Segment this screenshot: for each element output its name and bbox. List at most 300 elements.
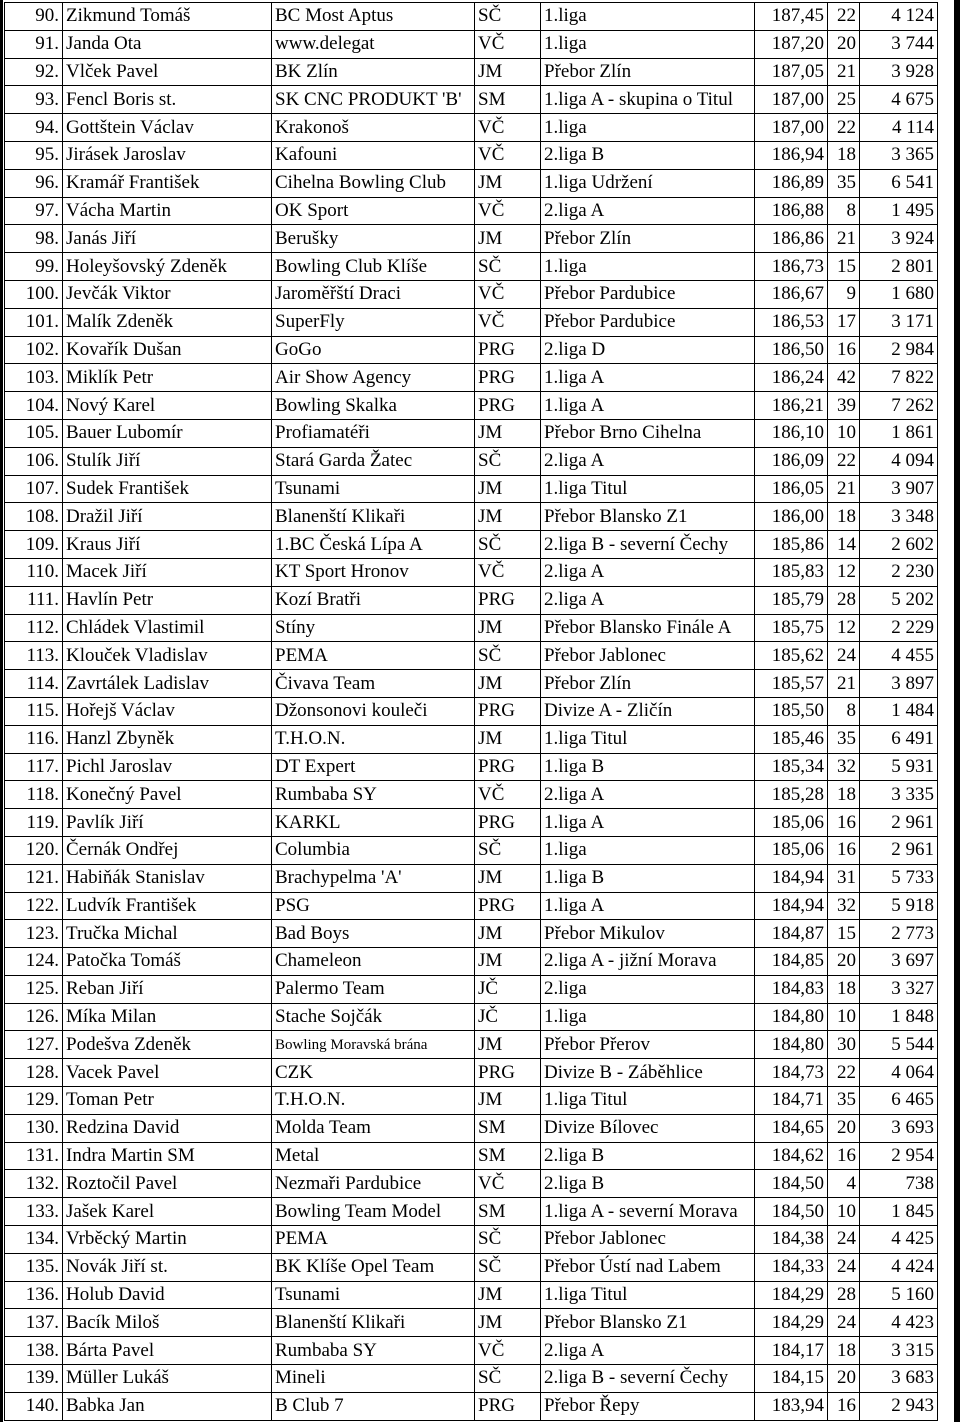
player-name-cell: Podešva Zdeněk [63, 1031, 272, 1059]
games-cell: 24 [828, 1253, 860, 1281]
table-row [5, 419, 938, 447]
region-cell: JM [475, 475, 541, 503]
club-cell: Tsunami [272, 475, 475, 503]
region-cell: SČ [475, 447, 541, 475]
pins-cell: 5 160 [860, 1281, 938, 1309]
region-cell: VČ [475, 114, 541, 142]
league-cell: Přebor Blansko Z1 [541, 1309, 755, 1337]
page-edge-left [0, 0, 3, 1422]
average-cell: 184,71 [755, 1087, 828, 1115]
games-cell: 15 [828, 920, 860, 948]
table-row [5, 308, 938, 336]
region-cell: VČ [475, 280, 541, 308]
region-cell: PRG [475, 336, 541, 364]
table-row [5, 336, 938, 364]
league-cell: 1.liga [541, 114, 755, 142]
average-cell: 187,00 [755, 86, 828, 114]
pins-cell: 4 124 [860, 3, 938, 31]
league-cell: 1.liga A [541, 364, 755, 392]
pins-cell: 6 465 [860, 1087, 938, 1115]
region-cell: VČ [475, 1337, 541, 1365]
league-cell: Přebor Brno Cihelna [541, 419, 755, 447]
league-cell: 2.liga B - severní Čechy [541, 531, 755, 559]
player-name-cell: Vácha Martin [63, 197, 272, 225]
games-cell: 18 [828, 975, 860, 1003]
rank-cell: 139. [5, 1365, 63, 1393]
club-cell: BK Klíše Opel Team [272, 1253, 475, 1281]
league-cell: 2.liga A [541, 197, 755, 225]
club-cell: BC Most Aptus [272, 3, 475, 31]
table-row [5, 614, 938, 642]
table-row [5, 475, 938, 503]
pins-cell: 4 094 [860, 447, 938, 475]
table-row [5, 1087, 938, 1115]
pins-cell: 7 262 [860, 392, 938, 420]
games-cell: 18 [828, 141, 860, 169]
table-row [5, 1142, 938, 1170]
games-cell: 8 [828, 197, 860, 225]
games-cell: 42 [828, 364, 860, 392]
club-cell: SK CNC PRODUKT 'B' [272, 86, 475, 114]
rank-cell: 133. [5, 1198, 63, 1226]
player-name-cell: Holub David [63, 1281, 272, 1309]
page-edge-right [954, 0, 960, 1422]
table-row [5, 169, 938, 197]
league-cell: 2.liga A [541, 586, 755, 614]
average-cell: 184,83 [755, 975, 828, 1003]
pins-cell: 2 961 [860, 836, 938, 864]
table-row [5, 1114, 938, 1142]
league-cell: 1.liga A [541, 892, 755, 920]
games-cell: 16 [828, 1142, 860, 1170]
average-cell: 186,89 [755, 169, 828, 197]
average-cell: 183,94 [755, 1392, 828, 1420]
games-cell: 18 [828, 1337, 860, 1365]
club-cell: SuperFly [272, 308, 475, 336]
league-cell: 1.liga A - severní Morava [541, 1198, 755, 1226]
region-cell: JČ [475, 1003, 541, 1031]
league-cell: 2.liga A [541, 781, 755, 809]
games-cell: 22 [828, 1059, 860, 1087]
rank-cell: 96. [5, 169, 63, 197]
pins-cell: 3 327 [860, 975, 938, 1003]
average-cell: 185,86 [755, 531, 828, 559]
league-cell: 1.liga A [541, 809, 755, 837]
player-name-cell: Vlček Pavel [63, 58, 272, 86]
region-cell: JČ [475, 975, 541, 1003]
average-cell: 185,57 [755, 670, 828, 698]
games-cell: 35 [828, 169, 860, 197]
pins-cell: 4 064 [860, 1059, 938, 1087]
player-name-cell: Müller Lukáš [63, 1365, 272, 1393]
league-cell: Přebor Zlín [541, 58, 755, 86]
table-row [5, 1003, 938, 1031]
region-cell: VČ [475, 1170, 541, 1198]
player-name-cell: Nový Karel [63, 392, 272, 420]
league-cell: 2.liga B [541, 141, 755, 169]
region-cell: PRG [475, 1059, 541, 1087]
average-cell: 186,50 [755, 336, 828, 364]
average-cell: 186,09 [755, 447, 828, 475]
average-cell: 187,45 [755, 3, 828, 31]
player-name-cell: Sudek František [63, 475, 272, 503]
average-cell: 185,62 [755, 642, 828, 670]
player-name-cell: Hořejš Václav [63, 697, 272, 725]
region-cell: PRG [475, 1392, 541, 1420]
club-cell: Stíny [272, 614, 475, 642]
average-cell: 184,94 [755, 892, 828, 920]
pins-cell: 7 822 [860, 364, 938, 392]
average-cell: 186,00 [755, 503, 828, 531]
club-cell: Rumbaba SY [272, 781, 475, 809]
pins-cell: 4 675 [860, 86, 938, 114]
region-cell: PRG [475, 753, 541, 781]
games-cell: 21 [828, 58, 860, 86]
games-cell: 10 [828, 1003, 860, 1031]
club-cell: Palermo Team [272, 975, 475, 1003]
region-cell: JM [475, 419, 541, 447]
table-row [5, 725, 938, 753]
table-row [5, 141, 938, 169]
pins-cell: 3 348 [860, 503, 938, 531]
games-cell: 21 [828, 670, 860, 698]
pins-cell: 4 423 [860, 1309, 938, 1337]
rank-cell: 122. [5, 892, 63, 920]
games-cell: 9 [828, 280, 860, 308]
player-name-cell: Babka Jan [63, 1392, 272, 1420]
club-cell: Stache Sojčák [272, 1003, 475, 1031]
region-cell: SČ [475, 836, 541, 864]
league-cell: 1.liga B [541, 864, 755, 892]
region-cell: JM [475, 1087, 541, 1115]
table-row [5, 364, 938, 392]
region-cell: SČ [475, 3, 541, 31]
league-cell: 1.liga Udržení [541, 169, 755, 197]
league-cell: 1.liga Titul [541, 1281, 755, 1309]
league-cell: 2.liga A [541, 558, 755, 586]
region-cell: VČ [475, 558, 541, 586]
club-cell: Brachypelma 'A' [272, 864, 475, 892]
region-cell: SM [475, 1114, 541, 1142]
player-name-cell: Ludvík František [63, 892, 272, 920]
rank-cell: 115. [5, 697, 63, 725]
league-cell: Divize A - Zličín [541, 697, 755, 725]
club-cell: Mineli [272, 1365, 475, 1393]
player-name-cell: Holeyšovský Zdeněk [63, 253, 272, 281]
average-cell: 186,67 [755, 280, 828, 308]
league-cell: Přebor Řepy [541, 1392, 755, 1420]
pins-cell: 2 984 [860, 336, 938, 364]
table-row [5, 642, 938, 670]
league-cell: Přebor Pardubice [541, 280, 755, 308]
league-cell: 1.liga B [541, 753, 755, 781]
rank-cell: 117. [5, 753, 63, 781]
games-cell: 16 [828, 836, 860, 864]
region-cell: PRG [475, 392, 541, 420]
league-cell: 1.liga Titul [541, 725, 755, 753]
pins-cell: 2 602 [860, 531, 938, 559]
club-cell: PSG [272, 892, 475, 920]
average-cell: 185,34 [755, 753, 828, 781]
games-cell: 39 [828, 392, 860, 420]
league-cell: Přebor Jablonec [541, 1226, 755, 1254]
club-cell: Kozí Bratři [272, 586, 475, 614]
region-cell: JM [475, 169, 541, 197]
pins-cell: 3 744 [860, 30, 938, 58]
league-cell: 1.liga Titul [541, 1087, 755, 1115]
table-row [5, 697, 938, 725]
player-name-cell: Macek Jiří [63, 558, 272, 586]
pins-cell: 5 202 [860, 586, 938, 614]
average-cell: 187,00 [755, 114, 828, 142]
average-cell: 186,94 [755, 141, 828, 169]
region-cell: VČ [475, 30, 541, 58]
rank-cell: 99. [5, 253, 63, 281]
average-cell: 185,75 [755, 614, 828, 642]
games-cell: 31 [828, 864, 860, 892]
rank-cell: 113. [5, 642, 63, 670]
club-cell: Bowling Skalka [272, 392, 475, 420]
player-name-cell: Stulík Jiří [63, 447, 272, 475]
games-cell: 35 [828, 1087, 860, 1115]
player-name-cell: Toman Petr [63, 1087, 272, 1115]
club-cell: Džonsonovi kouleči [272, 697, 475, 725]
table-row [5, 781, 938, 809]
games-cell: 24 [828, 642, 860, 670]
region-cell: VČ [475, 781, 541, 809]
player-name-cell: Havlín Petr [63, 586, 272, 614]
rank-cell: 138. [5, 1337, 63, 1365]
average-cell: 185,83 [755, 558, 828, 586]
region-cell: JM [475, 503, 541, 531]
pins-cell: 2 954 [860, 1142, 938, 1170]
games-cell: 22 [828, 447, 860, 475]
club-cell: Jaroměřští Draci [272, 280, 475, 308]
league-cell: Přebor Pardubice [541, 308, 755, 336]
average-cell: 186,24 [755, 364, 828, 392]
club-cell: Air Show Agency [272, 364, 475, 392]
player-name-cell: Malík Zdeněk [63, 308, 272, 336]
table-row [5, 3, 938, 31]
pins-cell: 5 544 [860, 1031, 938, 1059]
player-name-cell: Bárta Pavel [63, 1337, 272, 1365]
player-name-cell: Jašek Karel [63, 1198, 272, 1226]
club-cell: www.delegat [272, 30, 475, 58]
table-row [5, 447, 938, 475]
region-cell: SČ [475, 253, 541, 281]
region-cell: SČ [475, 1253, 541, 1281]
player-name-cell: Míka Milan [63, 1003, 272, 1031]
table-row [5, 58, 938, 86]
rank-cell: 137. [5, 1309, 63, 1337]
club-cell: B Club 7 [272, 1392, 475, 1420]
pins-cell: 4 114 [860, 114, 938, 142]
table-row [5, 948, 938, 976]
games-cell: 16 [828, 809, 860, 837]
average-cell: 187,05 [755, 58, 828, 86]
table-row [5, 1198, 938, 1226]
player-name-cell: Chládek Vlastimil [63, 614, 272, 642]
rank-cell: 120. [5, 836, 63, 864]
rank-cell: 106. [5, 447, 63, 475]
league-cell: Přebor Zlín [541, 225, 755, 253]
club-cell: BK Zlín [272, 58, 475, 86]
rank-cell: 100. [5, 280, 63, 308]
games-cell: 21 [828, 475, 860, 503]
average-cell: 184,85 [755, 948, 828, 976]
player-name-cell: Kovařík Dušan [63, 336, 272, 364]
rank-cell: 121. [5, 864, 63, 892]
club-cell: Bowling Club Klíše [272, 253, 475, 281]
club-cell: Bowling Team Model [272, 1198, 475, 1226]
club-cell: Rumbaba SY [272, 1337, 475, 1365]
region-cell: JM [475, 864, 541, 892]
pins-cell: 6 541 [860, 169, 938, 197]
region-cell: JM [475, 948, 541, 976]
pins-cell: 2 773 [860, 920, 938, 948]
player-name-cell: Patočka Tomáš [63, 948, 272, 976]
average-cell: 185,06 [755, 809, 828, 837]
player-name-cell: Černák Ondřej [63, 836, 272, 864]
games-cell: 35 [828, 725, 860, 753]
club-cell: Berušky [272, 225, 475, 253]
rank-cell: 124. [5, 948, 63, 976]
table-row [5, 225, 938, 253]
club-cell: T.H.O.N. [272, 1087, 475, 1115]
club-cell: 1.BC Česká Lípa A [272, 531, 475, 559]
league-cell: 1.liga [541, 1003, 755, 1031]
games-cell: 18 [828, 781, 860, 809]
games-cell: 4 [828, 1170, 860, 1198]
rank-cell: 125. [5, 975, 63, 1003]
rank-cell: 94. [5, 114, 63, 142]
club-cell: GoGo [272, 336, 475, 364]
pins-cell: 5 931 [860, 753, 938, 781]
rank-cell: 118. [5, 781, 63, 809]
table-row [5, 503, 938, 531]
league-cell: Přebor Blansko Finále A [541, 614, 755, 642]
average-cell: 184,38 [755, 1226, 828, 1254]
pins-cell: 3 928 [860, 58, 938, 86]
player-name-cell: Fencl Boris st. [63, 86, 272, 114]
club-cell: Tsunami [272, 1281, 475, 1309]
pins-cell: 6 491 [860, 725, 938, 753]
table-row [5, 1309, 938, 1337]
pins-cell: 3 693 [860, 1114, 938, 1142]
average-cell: 184,17 [755, 1337, 828, 1365]
region-cell: JM [475, 1309, 541, 1337]
club-cell: Molda Team [272, 1114, 475, 1142]
region-cell: VČ [475, 141, 541, 169]
league-cell: 1.liga Titul [541, 475, 755, 503]
games-cell: 20 [828, 948, 860, 976]
average-cell: 186,05 [755, 475, 828, 503]
games-cell: 18 [828, 503, 860, 531]
region-cell: SČ [475, 1226, 541, 1254]
table-row [5, 586, 938, 614]
games-cell: 20 [828, 1114, 860, 1142]
table-row [5, 1337, 938, 1365]
player-name-cell: Zavrtálek Ladislav [63, 670, 272, 698]
region-cell: JM [475, 1281, 541, 1309]
pins-cell: 1 495 [860, 197, 938, 225]
average-cell: 186,21 [755, 392, 828, 420]
league-cell: 2.liga [541, 975, 755, 1003]
pins-cell: 3 924 [860, 225, 938, 253]
table-row [5, 920, 938, 948]
average-cell: 187,20 [755, 30, 828, 58]
pins-cell: 2 943 [860, 1392, 938, 1420]
player-name-cell: Habiňák Stanislav [63, 864, 272, 892]
club-cell: OK Sport [272, 197, 475, 225]
league-cell: 1.liga [541, 253, 755, 281]
player-name-cell: Hanzl Zbyněk [63, 725, 272, 753]
pins-cell: 4 425 [860, 1226, 938, 1254]
rank-cell: 98. [5, 225, 63, 253]
games-cell: 15 [828, 253, 860, 281]
table-row [5, 1253, 938, 1281]
average-cell: 184,65 [755, 1114, 828, 1142]
league-cell: Přebor Zlín [541, 670, 755, 698]
league-cell: 2.liga D [541, 336, 755, 364]
player-name-cell: Janás Jiří [63, 225, 272, 253]
table-row [5, 1392, 938, 1420]
rank-cell: 93. [5, 86, 63, 114]
ranking-table [4, 2, 938, 1421]
player-name-cell: Pavlík Jiří [63, 809, 272, 837]
league-cell: Přebor Přerov [541, 1031, 755, 1059]
average-cell: 184,50 [755, 1170, 828, 1198]
average-cell: 185,46 [755, 725, 828, 753]
region-cell: SM [475, 1142, 541, 1170]
club-cell: KT Sport Hronov [272, 558, 475, 586]
player-name-cell: Gottštein Václav [63, 114, 272, 142]
average-cell: 184,15 [755, 1365, 828, 1393]
average-cell: 185,79 [755, 586, 828, 614]
rank-cell: 92. [5, 58, 63, 86]
region-cell: SM [475, 86, 541, 114]
games-cell: 28 [828, 586, 860, 614]
table-row [5, 975, 938, 1003]
club-cell: DT Expert [272, 753, 475, 781]
club-cell: Cihelna Bowling Club [272, 169, 475, 197]
table-row [5, 86, 938, 114]
player-name-cell: Redzina David [63, 1114, 272, 1142]
rank-cell: 91. [5, 30, 63, 58]
rank-cell: 97. [5, 197, 63, 225]
games-cell: 32 [828, 753, 860, 781]
games-cell: 22 [828, 3, 860, 31]
rank-cell: 136. [5, 1281, 63, 1309]
average-cell: 184,33 [755, 1253, 828, 1281]
rank-cell: 110. [5, 558, 63, 586]
pins-cell: 2 230 [860, 558, 938, 586]
table-row [5, 1365, 938, 1393]
league-cell: 2.liga A [541, 1337, 755, 1365]
club-cell: Stará Garda Žatec [272, 447, 475, 475]
player-name-cell: Konečný Pavel [63, 781, 272, 809]
club-cell: Nezmaři Pardubice [272, 1170, 475, 1198]
rank-cell: 130. [5, 1114, 63, 1142]
region-cell: VČ [475, 308, 541, 336]
league-cell: Divize Bílovec [541, 1114, 755, 1142]
average-cell: 186,10 [755, 419, 828, 447]
table-row [5, 864, 938, 892]
average-cell: 184,50 [755, 1198, 828, 1226]
player-name-cell: Dražil Jiří [63, 503, 272, 531]
region-cell: JM [475, 725, 541, 753]
player-name-cell: Indra Martin SM [63, 1142, 272, 1170]
